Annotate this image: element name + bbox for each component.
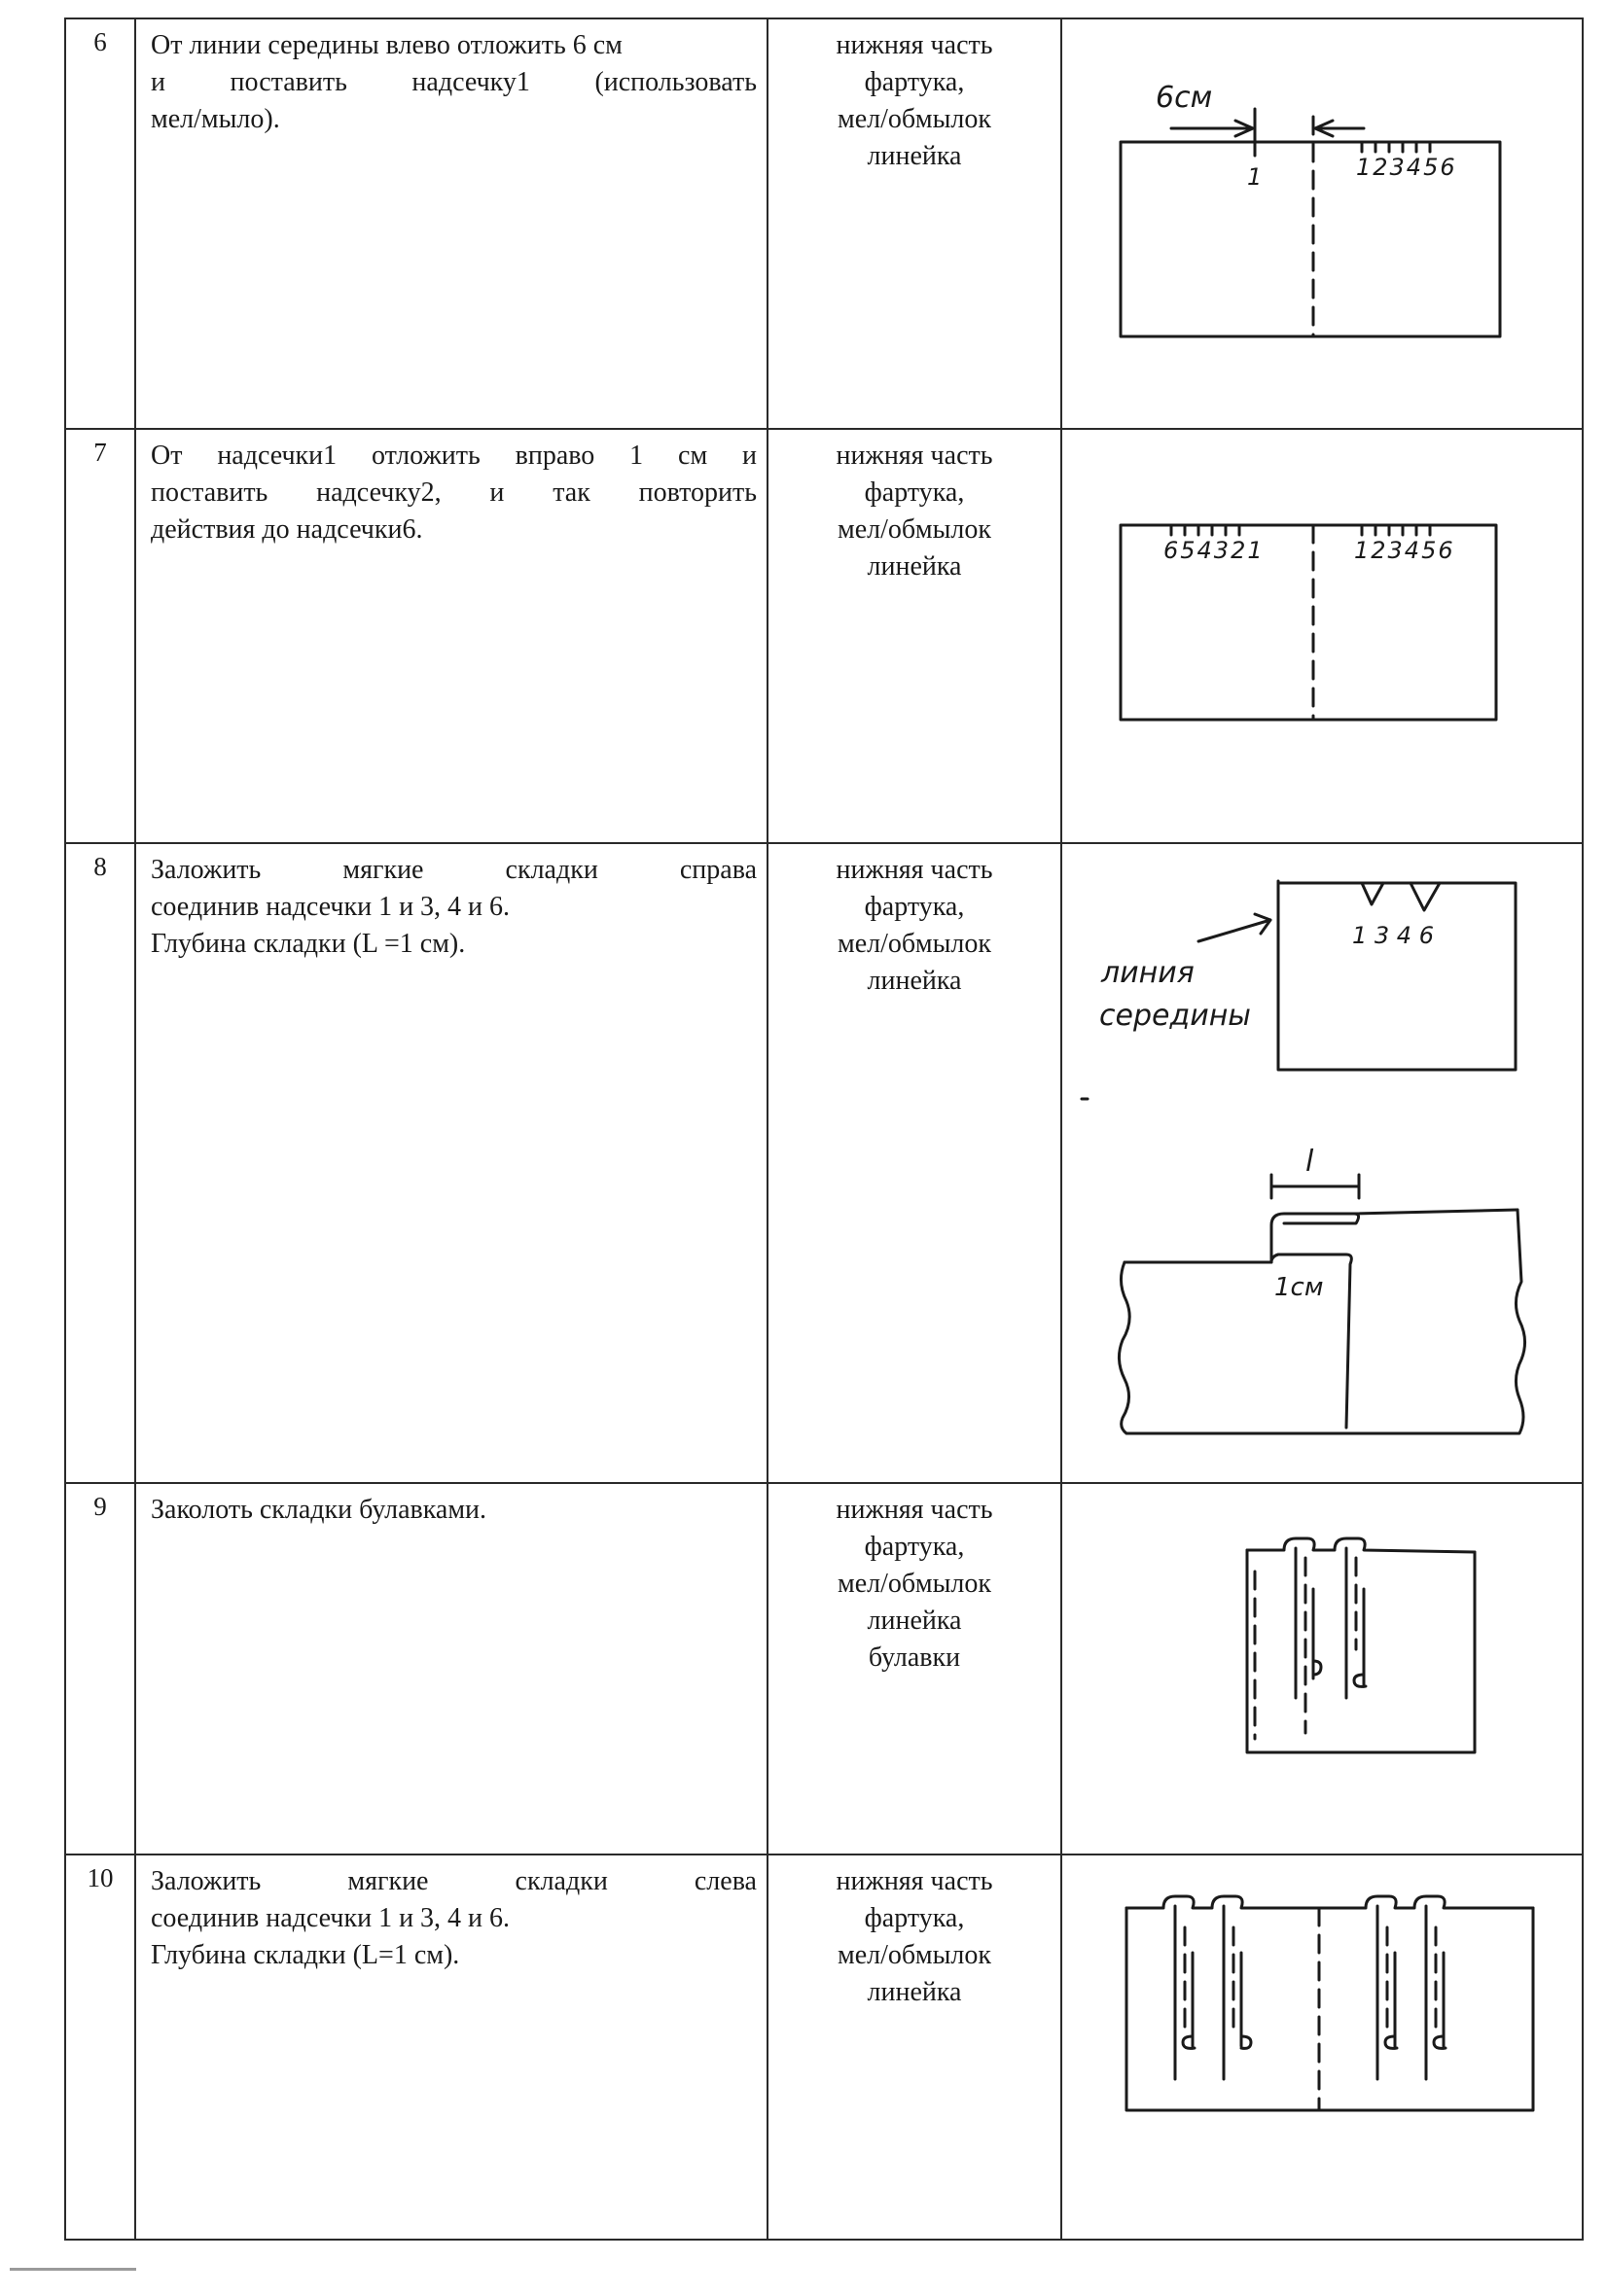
table-row [65,18,1583,429]
table-row [65,843,1583,1483]
notch-sketch [1062,19,1582,430]
notch-numbers-right: 123456 [1354,537,1455,564]
step-tools: нижняя часть фартука, мел/обмылок линейка булавки [768,1483,1061,1854]
pleat-depth-label: l [1305,1145,1314,1179]
step-tools: нижняя часть фартука, мел/обмылок линейка [768,1854,1061,2240]
table-row [65,1854,1583,2240]
left-pleats-sketch [1062,1855,1582,2241]
notch-numbers-left: 1 [1247,163,1263,191]
notch-numbers-left: 654321 [1163,537,1265,564]
step-sketch [1061,1854,1583,2240]
dimension-label: 6см [1156,81,1213,115]
step-tools: нижняя часть фартука, мел/обмылок линейка [768,429,1061,843]
step-number: 8 [65,843,135,1483]
step-description: Заложить мягкие складки справа соединив надсечки 1 и 3, 4 и 6. Глубина складки (L =1 см). [135,843,768,1483]
step-number: 10 [65,1854,135,2240]
step-number: 7 [65,429,135,843]
middle-line-label: линия [1101,956,1195,990]
step-sketch [1061,843,1583,1483]
step-description: От надсечки1 отложить вправо 1 см и поставить надсечку2, и так повторить действия до надсечки6. [135,429,768,843]
step-sketch [1061,1483,1583,1854]
procedure-table [64,18,1584,2241]
step-sketch [1061,18,1583,429]
notch-sketch [1062,430,1582,844]
pinned-pleats-sketch [1062,1484,1582,1855]
step-description: Заколоть складки булавками. [135,1483,768,1854]
pleat-cm-label: 1см [1274,1273,1324,1302]
step-description: От линии середины влево отложить 6 см и поставить надсечку1 (использовать мел/мыло). [135,18,768,429]
pleat-notch-numbers: 1 3 4 6 [1352,922,1434,949]
step-description: Заложить мягкие складки слева соединив надсечки 1 и 3, 4 и 6. Глубина складки (L=1 см). [135,1854,768,2240]
table-row [65,429,1583,843]
scan-artifact [10,2268,136,2271]
table-row [65,1483,1583,1854]
step-number: 6 [65,18,135,429]
notch-numbers-right: 123456 [1356,154,1457,181]
middle-line-label: середины [1099,999,1251,1033]
step-sketch [1061,429,1583,843]
step-tools: нижняя часть фартука, мел/обмылок линейка [768,18,1061,429]
step-tools: нижняя часть фартука, мел/обмылок линейка [768,843,1061,1483]
step-number: 9 [65,1483,135,1854]
pleat-sketch [1062,844,1582,1484]
